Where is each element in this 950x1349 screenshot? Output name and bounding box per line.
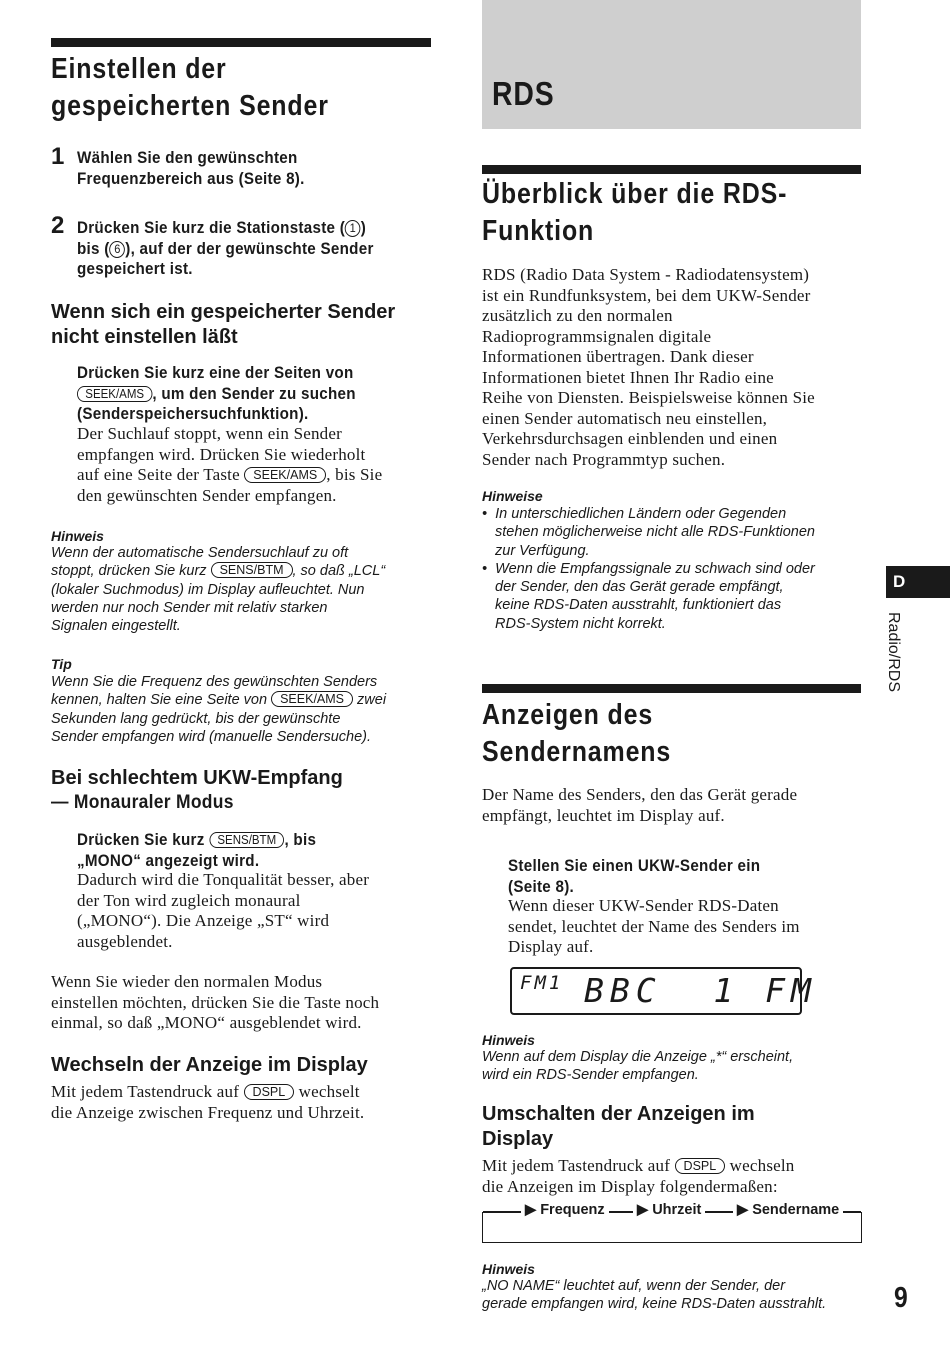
tip-label: Tip [51,656,72,672]
subsection-subtitle-mono: — Monauraler Modus [51,792,234,813]
subsection-title-display: Wechseln der Anzeige im Display [51,1054,368,1076]
tip-text: Wenn Sie die Frequenz des gewünschten Senders kennen, halten Sie eine Seite von SEEK/AMS zwei Sekunden lang gedrückt, bis der gewünschte Sender empfangen wird (manuelle Sendersuche). [51,674,387,745]
rds-overview-rule [482,165,861,174]
note-text-sens: Wenn der automatische Sendersuchlauf zu oft stoppt, drücken Sie kurz SENS/BTM , so daß „LCL“ (lokaler Suchmodus) im Display aufleuchtet. Nun werden nur noch Sender mit relativ starken Signalen eingestellt. [51,545,386,635]
step-2-number: 2 [51,212,65,239]
step-1-number: 1 [51,143,65,170]
station-name-instruction: Stellen Sie einen UKW-Sender ein (Seite 8). [508,857,761,896]
section-title-rds: RDS [492,75,555,112]
subsection-body-display: Mit jedem Tastendruck auf DSPL wechselt die Anzeige zwischen Frequenz und Uhrzeit. [51,1082,365,1122]
left-title-rule [51,38,431,47]
note-label-no-name: Hinweis [482,1261,535,1277]
lcd-band: FM1 [520,972,564,994]
subsection-title-not-tuned: Wenn sich ein gespeicherter Sender nicht einstellen läßt [51,301,396,348]
subsection-body-mono-2: Wenn Sie wieder den normalen Modus einstellen möchten, drücken Sie die Taste noch einmal, so daß „MONO“ ausgeblendet wird. [51,972,380,1032]
arrow-right-icon: ▶ [737,1202,749,1218]
station-name-body: Der Name des Senders, den das Gerät gerade empfängt, leuchtet im Display auf. [482,785,798,825]
cycle-item-uhrzeit: ▶ Uhrzeit [633,1201,705,1219]
rds-overview-body: RDS (Radio Data System - Radiodatensystem) ist ein Rundfunksystem, bei dem UKW-Sender zusätzlich zu den normalen Radioprogrammsignalen digitale Informationen übertragen. Dank dieser Informationen bietet Ihnen Ihr Radio eine Reihe von Diensten. Beispielsweise können Sie einen Sender automatisch neu einstellen, Verkehrsdurchsagen einblenden und einen Sender nach Programmtyp suchen. [482,265,815,469]
station-name-title: Anzeigen des Sendernamens [482,699,672,768]
cycle-item-sendername: ▶ Sendername [733,1201,843,1219]
left-page-title: Einstellen der gespeicherten Sender [51,53,329,122]
notes-label-rds: Hinweise [482,488,543,504]
sens-btm-key: SENS/BTM [211,562,293,578]
lcd-station-name: BBC 1 FM [584,971,817,1010]
switch-display-title: Umschalten der Anzeigen im Display [482,1103,755,1150]
lcd-display [510,967,817,1015]
switch-display-body: Mit jedem Tastendruck auf DSPL wechseln die Anzeigen im Display folgendermaßen: [482,1156,795,1196]
subsection-instruction-mono: Drücken Sie kurz SENS/BTM , bis „MONO“ angezeigt wird. [77,831,317,870]
subsection-instruction-seek: Drücken Sie kurz eine der Seiten von SEEK/AMS , um den Sender zu suchen (Senderspeichersuchfunktion). [77,364,356,423]
seek-ams-key: SEEK/AMS [244,467,326,483]
section-tab [886,566,950,598]
dspl-key: DSPL [675,1158,726,1174]
station-name-rule [482,684,861,693]
subsection-body-seek: Der Suchlauf stoppt, wenn ein Sender empfangen wird. Drücken Sie wiederholt auf eine Seite der Taste SEEK/AMS , bis Sie den gewünschten Sender empfangen. [77,424,383,505]
seek-ams-key: SEEK/AMS [271,691,353,707]
subsection-body-mono: Dadurch wird die Tonqualität besser, aber der Ton wird zugleich monaural („MONO“). Die Anzeige „ST“ wird ausgeblendet. [77,870,370,951]
cycle-item-frequenz: ▶ Frequenz [521,1201,609,1219]
dspl-key: DSPL [244,1084,295,1100]
subsection-title-mono: Bei schlechtem UKW-Empfang [51,767,343,789]
note-text-asterisk: Wenn auf dem Display die Anzeige „*“ erscheint, wird ein RDS-Sender empfangen. [482,1049,794,1084]
seek-ams-key: SEEK/AMS [77,386,152,402]
rds-overview-title: Überblick über die RDS- Funktion [482,178,788,247]
note-label-asterisk: Hinweis [482,1032,535,1048]
preset-key-6: 6 [110,241,126,258]
display-cycle-diagram [482,1202,862,1243]
station-name-instruction-body: Wenn dieser UKW-Sender RDS-Daten sendet, leuchtet der Name des Senders im Display auf. [508,896,800,956]
sens-btm-key: SENS/BTM [209,832,284,848]
preset-key-1: 1 [345,220,361,237]
note-text-no-name: „NO NAME“ leuchtet auf, wenn der Sender, der gerade empfangen wird, keine RDS-Daten ausstrahlt. [482,1278,827,1313]
arrow-right-icon: ▶ [637,1202,649,1218]
note-label-sens: Hinweis [51,528,104,544]
step-1-text: Wählen Sie den gewünschten Frequenzbereich aus (Seite 8). [77,149,305,188]
side-section-label: Radio/RDS [885,612,902,693]
page-number: 9 [894,1282,908,1314]
step-2-text: Drücken Sie kurz die Stationstaste ( 1 ) bis ( 6 ), auf der der gewünschte Sender gespeichert ist. [77,219,374,278]
arrow-right-icon: ▶ [525,1202,537,1218]
notes-list-rds: • In unterschiedlichen Ländern oder Gegenden stehen möglicherweise nicht alle RDS-Funktionen zur Verfügung. • Wenn die Empfangssignale zu schwach sind oder der Sender, den das Gerät gerade empfängt, keine RDS-Daten ausstrahlt, funktioniert das RDS-System nicht korrekt. [482,506,815,632]
section-tab-letter: D [893,572,906,591]
